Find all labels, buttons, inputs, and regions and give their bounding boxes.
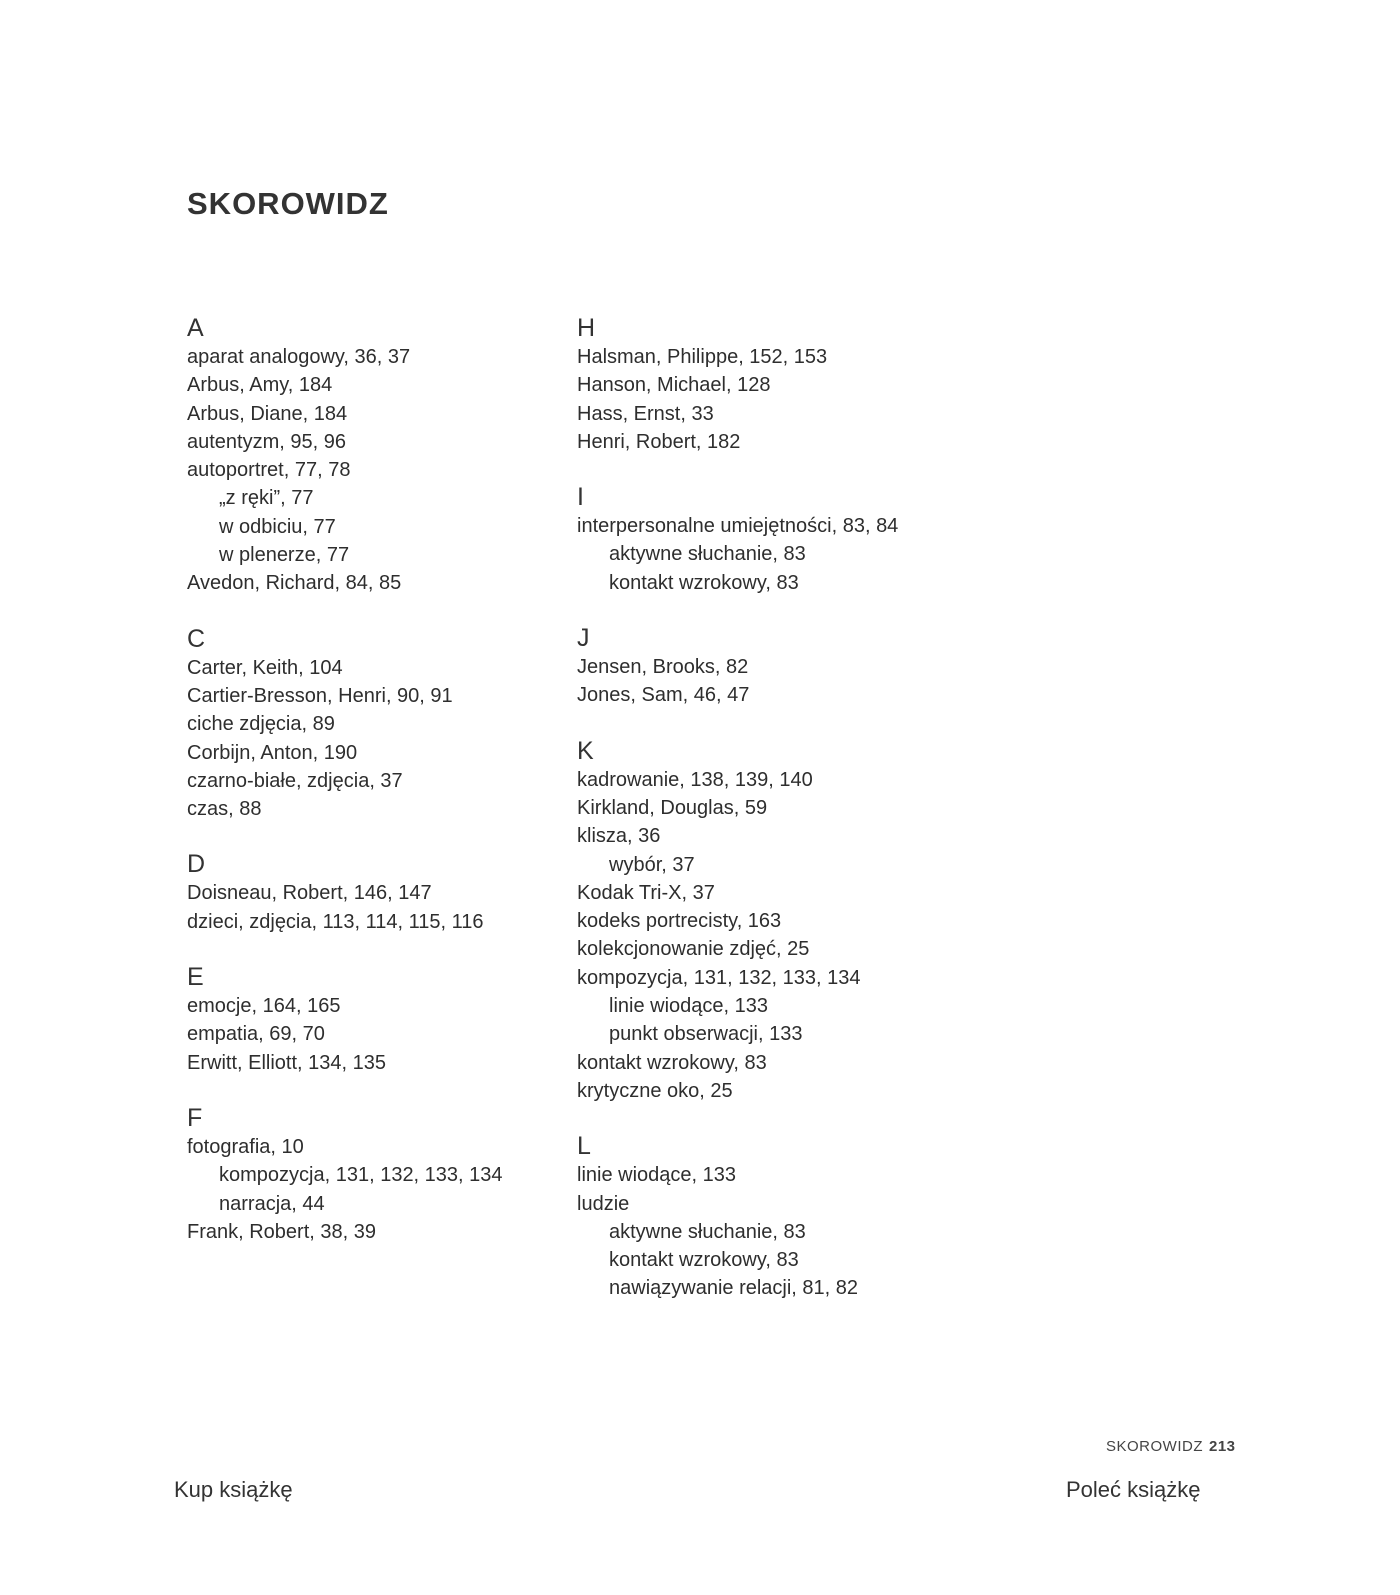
index-entry: aparat analogowy, 36, 37 — [187, 346, 411, 368]
section-letter: L — [577, 1132, 591, 1161]
index-subentry: nawiązywanie relacji, 81, 82 — [609, 1277, 859, 1300]
index-subentry: kontakt wzrokowy, 83 — [609, 1249, 799, 1272]
section-letter: J — [577, 624, 590, 653]
buy-book-link[interactable]: Kup książkę — [174, 1477, 293, 1502]
index-entry: autentyzm, 95, 96 — [187, 430, 346, 453]
index-entry: czas, 88 — [187, 798, 262, 821]
index-section-e — [187, 962, 567, 1077]
page-title: SKOROWIDZ — [187, 186, 389, 221]
index-section-l — [577, 1131, 957, 1302]
index-entry: interpersonalne umiejętności, 83, 84 — [577, 515, 899, 538]
index-subentry: aktywne słuchanie, 83 — [609, 543, 806, 566]
index-entry: Arbus, Diane, 184 — [187, 402, 348, 425]
index-entry: Kodak Tri-X, 37 — [577, 881, 715, 904]
index-entry: fotografia, 10 — [187, 1135, 304, 1158]
index-entry: Avedon, Richard, 84, 85 — [187, 572, 402, 595]
index-subentry: „z ręki”, 77 — [219, 487, 314, 510]
index-section-j — [577, 623, 957, 710]
section-letter: D — [187, 850, 206, 879]
index-entry: emocje, 164, 165 — [187, 995, 341, 1018]
index-entry: Jones, Sam, 46, 47 — [577, 684, 750, 707]
index-entry: Carter, Keith, 104 — [187, 656, 343, 679]
index-entry: kadrowanie, 138, 139, 140 — [577, 768, 813, 791]
index-subentry: aktywne słuchanie, 83 — [609, 1220, 806, 1243]
index-entry: Cartier-Bresson, Henri, 90, 91 — [187, 684, 453, 707]
index-entry: Frank, Robert, 38, 39 — [187, 1220, 376, 1243]
index-section-a — [187, 313, 567, 598]
index-entry: linie wiodące, 133 — [577, 1164, 736, 1187]
index-entry: Hanson, Michael, 128 — [577, 374, 771, 397]
index-entry: kodeks portrecisty, 163 — [577, 910, 782, 933]
index-subentry: w odbiciu, 77 — [219, 515, 336, 538]
index-section-f — [187, 1103, 567, 1246]
index-subentry: narracja, 44 — [219, 1192, 325, 1215]
index-subentry: wybór, 37 — [609, 853, 695, 876]
index-entry: Corbijn, Anton, 190 — [187, 741, 358, 764]
index-entry: krytyczne oko, 25 — [577, 1079, 733, 1102]
index-entry: Jensen, Brooks, 82 — [577, 656, 749, 679]
index-column-right — [577, 313, 957, 1329]
index-entry: Kirkland, Douglas, 59 — [577, 796, 768, 819]
section-letter: I — [577, 483, 584, 512]
index-section-h — [577, 313, 957, 456]
index-subentry: linie wiodące, 133 — [609, 995, 768, 1018]
index-entry: Hass, Ernst, 33 — [577, 402, 714, 425]
running-head — [1106, 1438, 1236, 1455]
index-entry: autoportret, 77, 78 — [187, 459, 351, 482]
index-entry: ludzie — [577, 1192, 630, 1215]
page-number: 213 — [1209, 1438, 1236, 1455]
section-letter: A — [187, 314, 204, 342]
index-entry: Halsman, Philippe, 152, 153 — [577, 346, 828, 368]
index-entry: dzieci, zdjęcia, 113, 114, 115, 116 — [187, 910, 484, 933]
section-letter: C — [187, 624, 206, 653]
index-entry: kolekcjonowanie zdjęć, 25 — [577, 938, 810, 961]
recommend-book-link[interactable]: Poleć książkę — [1066, 1477, 1201, 1502]
index-entry: ciche zdjęcia, 89 — [187, 713, 335, 736]
index-entry: Arbus, Amy, 184 — [187, 374, 333, 397]
index-section-k — [577, 736, 957, 1106]
index-entry: kontakt wzrokowy, 83 — [577, 1051, 767, 1074]
running-head-label: SKOROWIDZ — [1106, 1438, 1203, 1455]
index-subentry: kompozycja, 131, 132, 133, 134 — [219, 1164, 503, 1187]
index-entry: Erwitt, Elliott, 134, 135 — [187, 1051, 386, 1074]
index-section-d — [187, 849, 567, 936]
index-entry: czarno-białe, zdjęcia, 37 — [187, 769, 403, 792]
index-entry: Henri, Robert, 182 — [577, 430, 741, 453]
index-section-c — [187, 624, 567, 824]
section-letter: E — [187, 963, 204, 992]
index-entry: kompozycja, 131, 132, 133, 134 — [577, 966, 861, 989]
index-subentry: punkt obserwacji, 133 — [609, 1023, 803, 1046]
section-letter: K — [577, 736, 594, 765]
index-section-i — [577, 482, 957, 597]
index-subentry: kontakt wzrokowy, 83 — [609, 571, 799, 594]
index-entry: klisza, 36 — [577, 825, 661, 848]
section-letter: H — [577, 314, 596, 342]
section-letter: F — [187, 1103, 203, 1132]
index-entry: empatia, 69, 70 — [187, 1023, 325, 1046]
index-subentry: w plenerze, 77 — [219, 544, 350, 567]
index-entry: Doisneau, Robert, 146, 147 — [187, 882, 432, 905]
index-column-left — [187, 313, 567, 1272]
